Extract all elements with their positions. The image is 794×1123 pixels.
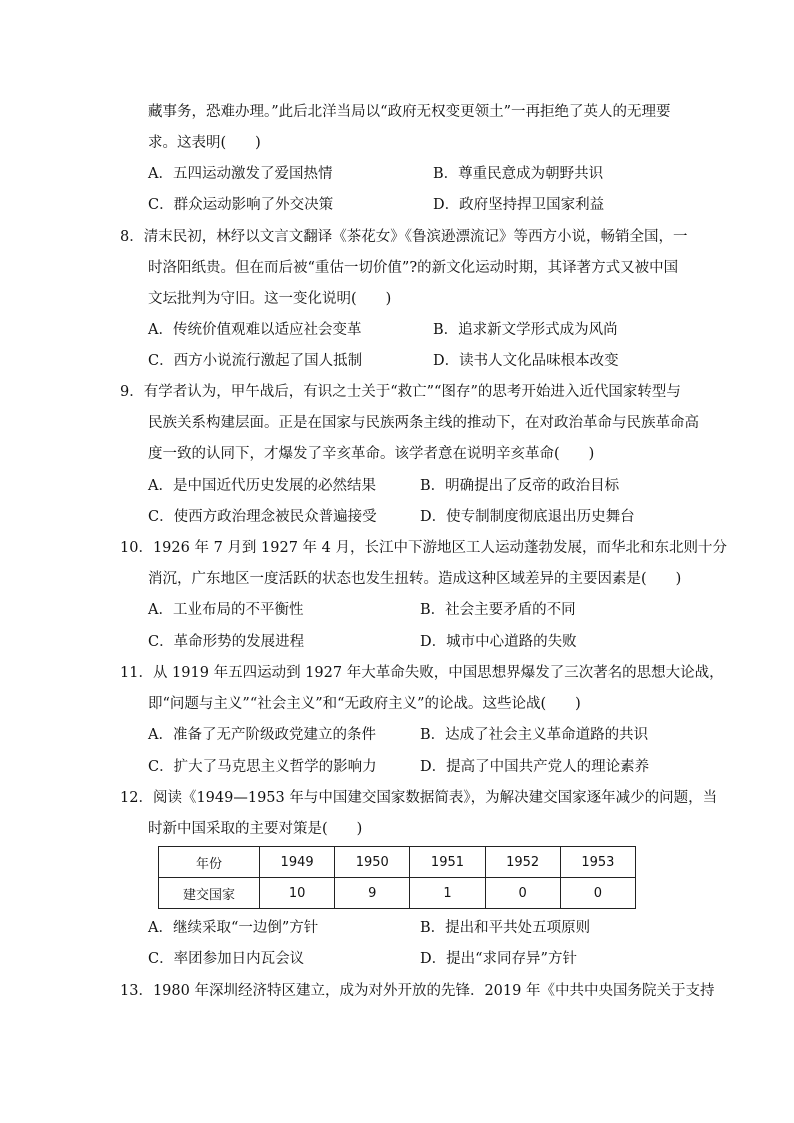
q9-option-d: D．使专制制度彻底退出历史舞台 (420, 509, 635, 525)
q7-option-d: D．政府坚持捍卫国家利益 (433, 197, 605, 213)
q8-line-2: 时洛阳纸贵。但在而后被“重估一切价值”?的新文化运动时期，其译著方式又被中国 (148, 260, 679, 276)
q12-option-d: D．提出“求同存异”方针 (420, 951, 577, 967)
q10-line-2: 消沉，广东地区一度活跃的状态也发生扭转。造成这种区域差异的主要因素是( ) (148, 571, 682, 587)
q12-line-2: 时新中国采取的主要对策是( ) (148, 821, 363, 837)
q8-option-b: B．追求新文学形式成为风尚 (433, 322, 618, 338)
table-cell: 1 (410, 878, 485, 909)
q13-line-1: 13．1980 年深圳经济特区建立，成为对外开放的先锋．2019 年《中共中央国务院关于支持 (120, 983, 715, 999)
q11-line-1: 11．从 1919 年五四运动到 1927 年大革命失败，中国思想界爆发了三次著名的思想大论战， (120, 665, 724, 681)
q12-option-b: B．提出和平共处五项原则 (420, 920, 591, 936)
q9-line-1: 9．有学者认为，甲午战后，有识之士关于“救亡”“图存”的思考开始进入近代国家转型与 (120, 384, 681, 400)
diplomatic-relations-table (158, 846, 636, 909)
q12-option-a: A．继续采取“一边倒”方针 (148, 920, 319, 936)
q8-option-a: A．传统价值观难以适应社会变革 (148, 322, 362, 338)
q8-option-d: D．读书人文化品味根本改变 (433, 353, 619, 369)
q11-option-a: A．准备了无产阶级政党建立的条件 (148, 727, 376, 743)
q7-line-1: 藏事务，恐难办理。”此后北洋当局以“政府无权变更领土”一再拒绝了英人的无理要 (148, 104, 671, 120)
table-cell: 9 (335, 878, 410, 909)
table-header-cell: 1952 (485, 847, 560, 878)
q8-line-1: 8．清末民初，林纾以文言文翻译《茶花女》《鲁滨逊漂流记》等西方小说，畅销全国，一 (120, 229, 688, 245)
q9-line-3: 度一致的认同下，才爆发了辛亥革命。该学者意在说明辛亥革命( ) (148, 446, 595, 462)
q11-option-b: B．达成了社会主义革命道路的共识 (420, 727, 649, 743)
q11-line-2: 即“问题与主义”“社会主义”和“无政府主义”的论战。这些论战( ) (148, 696, 581, 712)
q9-option-a: A．是中国近代历史发展的必然结果 (148, 478, 376, 494)
table-header-row (159, 847, 636, 878)
table-cell: 0 (560, 878, 635, 909)
q10-option-b: B．社会主要矛盾的不同 (420, 602, 576, 618)
q8-line-3: 文坛批判为守旧。这一变化说明( ) (148, 291, 392, 307)
table-row (159, 878, 636, 909)
q7-option-a: A．五四运动激发了爱国热情 (148, 166, 333, 182)
q9-option-c: C．使西方政治理念被民众普遍接受 (148, 509, 377, 525)
q11-option-d: D．提高了中国共产党人的理论素养 (420, 759, 650, 775)
q10-option-a: A．工业布局的不平衡性 (148, 602, 304, 618)
q11-option-c: C．扩大了马克思主义哲学的影响力 (148, 759, 377, 775)
q9-line-2: 民族关系构建层面。正是在国家与民族两条主线的推动下，在对政治革命与民族革命高 (148, 415, 699, 431)
table-header-cell: 1953 (560, 847, 635, 878)
q7-option-c: C．群众运动影响了外交决策 (148, 197, 334, 213)
table-header-cell: 年份 (159, 847, 260, 878)
q7-option-b: B．尊重民意成为朝野共识 (433, 166, 604, 182)
q10-option-c: C．革命形势的发展进程 (148, 634, 305, 650)
q9-option-b: B．明确提出了反帝的政治目标 (420, 478, 620, 494)
q10-line-1: 10．1926 年 7 月到 1927 年 4 月，长江中下游地区工人运动蓬勃发展，而华北和东北则十分 (120, 540, 727, 556)
q12-option-c: C．率团参加日内瓦会议 (148, 951, 305, 967)
table-header-cell: 1949 (260, 847, 335, 878)
table-header-cell: 1951 (410, 847, 485, 878)
q8-option-c: C．西方小说流行激起了国人抵制 (148, 353, 363, 369)
table-cell: 10 (260, 878, 335, 909)
q7-line-2: 求。这表明( ) (148, 135, 261, 151)
table-header-cell: 1950 (335, 847, 410, 878)
table-cell: 0 (485, 878, 560, 909)
q12-line-1: 12．阅读《1949—1953 年与中国建交国家数据简表》，为解决建交国家逐年减少的问题，当 (120, 790, 718, 806)
q10-option-d: D．城市中心道路的失败 (420, 634, 577, 650)
table-cell: 建交国家 (159, 878, 260, 909)
